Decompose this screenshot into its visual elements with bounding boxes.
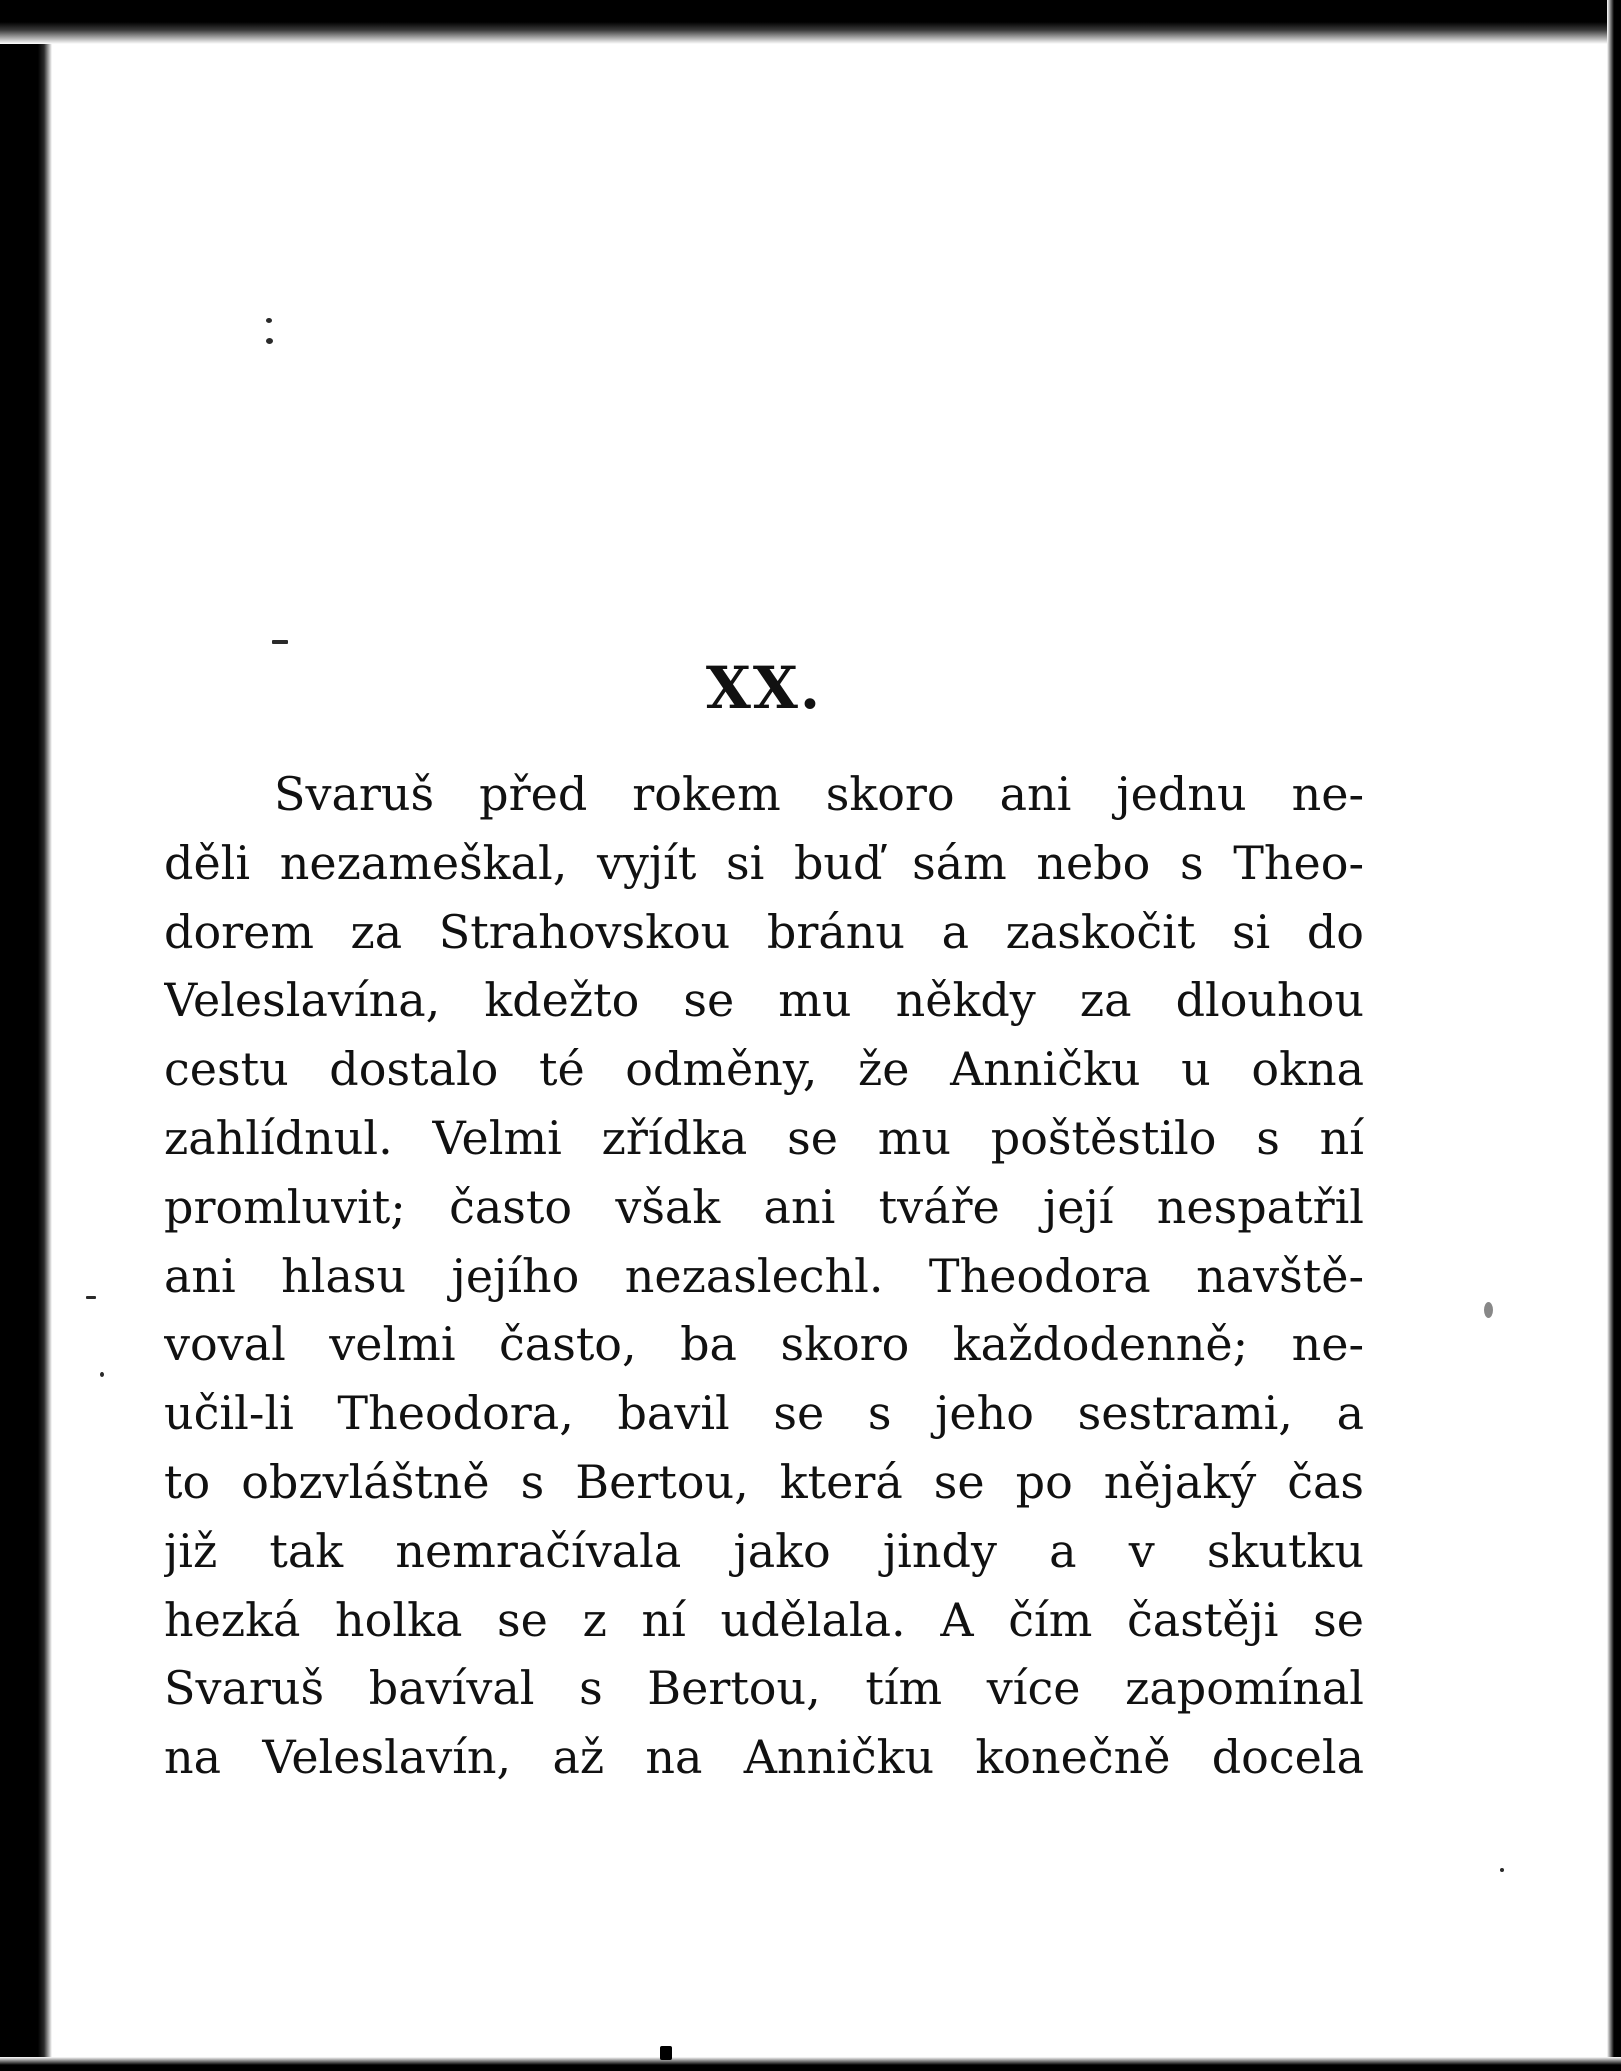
- text-line: učil-li Theodora, bavil se s jeho sestrami, a: [164, 1386, 1364, 1441]
- scan-top-edge: [0, 0, 1621, 44]
- text-line: to obzvláštně s Bertou, která se po nějaký čas: [164, 1454, 1364, 1509]
- scan-right-edge: [1607, 0, 1621, 2071]
- scan-binding-edge: [0, 0, 52, 2071]
- text-line: ani hlasu jejího nezaslechl. Theodora navště-: [164, 1248, 1364, 1303]
- scan-speck: [272, 640, 288, 644]
- chapter-body: [164, 760, 1364, 1792]
- text-line: již tak nemračívala jako jindy a v skutku: [164, 1523, 1364, 1578]
- text-line: dorem za Strahovskou bránu a zaskočit si do: [164, 904, 1364, 959]
- scan-speck: [1484, 1302, 1493, 1318]
- scan-speck: [1500, 1868, 1504, 1872]
- scan-speck: [100, 1372, 104, 1377]
- text-line: Veleslavína, kdežto se mu někdy za dlouhou: [164, 973, 1364, 1028]
- scan-speck: [660, 2046, 672, 2060]
- chapter-heading: XX.: [705, 653, 823, 722]
- scan-bottom-edge: [0, 2057, 1621, 2071]
- text-line: voval velmi často, ba skoro každodenně; ne-: [164, 1317, 1364, 1372]
- scan-speck: [266, 318, 272, 323]
- text-line: hezká holka se z ní udělala. A čím častěji se: [164, 1592, 1364, 1647]
- text-line: zahlídnul. Velmi zřídka se mu poštěstilo s ní: [164, 1110, 1364, 1165]
- scan-speck: [266, 338, 273, 344]
- text-line: na Veleslavín, až na Anničku konečně docela: [164, 1730, 1364, 1785]
- scan-speck: [86, 1296, 96, 1299]
- text-line: promluvit; často však ani tváře její nespatřil: [164, 1179, 1364, 1234]
- text-line: Svaruš před rokem skoro ani jednu ne-: [274, 767, 1364, 821]
- text-line: cestu dostalo té odměny, že Anničku u okna: [164, 1042, 1364, 1097]
- text-line: děli nezameškal, vyjít si buď sám nebo s Theo-: [164, 835, 1364, 890]
- text-line: Svaruš bavíval s Bertou, tím více zapomínal: [164, 1661, 1364, 1716]
